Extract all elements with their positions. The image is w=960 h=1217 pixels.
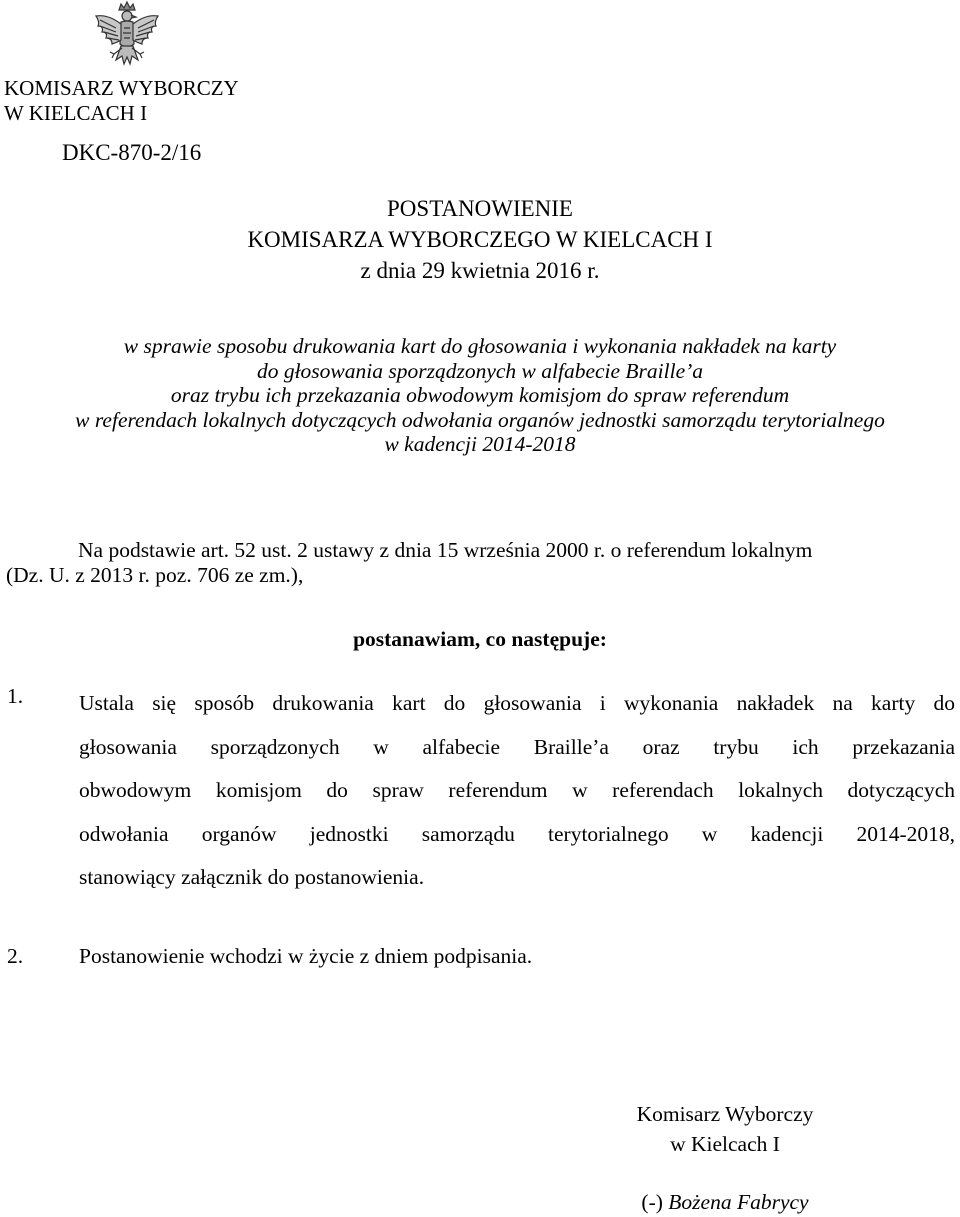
point-text-line: obwodowym komisjom do spraw referendum w referendach lokalnych dotyczących xyxy=(79,778,955,802)
subject-line: w sprawie sposobu drukowania kart do głosowania i wykonania nakładek na karty xyxy=(123,334,837,358)
signatory-line xyxy=(560,1187,890,1217)
issuer-location: W KIELCACH I xyxy=(4,101,148,125)
signatory-name: Bożena Fabrycy xyxy=(668,1190,809,1214)
point-text xyxy=(79,682,955,900)
point-number: 1. xyxy=(7,684,24,708)
legal-basis xyxy=(6,538,812,588)
case-number: DKC-870-2/16 xyxy=(62,140,202,165)
point-text-line: Ustala się sposób drukowania kart do głosowania i wykonania nakładek na karty do xyxy=(79,691,955,715)
document-title xyxy=(0,193,960,286)
signed-marker: (-) xyxy=(641,1190,663,1214)
signature-block xyxy=(560,1099,890,1217)
subject-line: w kadencji 2014-2018 xyxy=(384,432,576,456)
issuer-name: KOMISARZ WYBORCZY xyxy=(4,76,239,100)
subject-line: oraz trybu ich przekazania obwodowym komisjom do spraw referendum xyxy=(170,383,790,407)
title-type: POSTANOWIENIE xyxy=(387,196,573,221)
point-text: Postanowienie wchodzi w życie z dniem podpisania. xyxy=(79,944,533,968)
signatory-location: w Kielcach I xyxy=(670,1132,780,1156)
legal-basis-line: (Dz. U. z 2013 r. poz. 706 ze zm.), xyxy=(6,563,304,587)
subject-line: w referendach lokalnych dotyczących odwołania organów jednostki samorządu terytorialnego xyxy=(75,407,885,432)
point-text-line: głosowania sporządzonych w alfabecie Braille’a oraz trybu ich przekazania xyxy=(79,734,955,759)
decree-formula: postanawiam, co następuje: xyxy=(353,627,607,651)
signatory-title: Komisarz Wyborczy xyxy=(636,1102,814,1126)
point-text-line: odwołania organów jednostki samorządu terytorialnego w kadencji 2014-2018, xyxy=(79,821,955,846)
subject-line: do głosowania sporządzonych w alfabecie Braille’a xyxy=(256,358,704,383)
document-subject xyxy=(0,334,960,457)
legal-basis-line: Na podstawie art. 52 ust. 2 ustawy z dnia 15 września 2000 r. o referendum lokalnym xyxy=(78,538,813,562)
point-text-line: stanowiący załącznik do postanowienia. xyxy=(79,865,425,889)
point-number: 2. xyxy=(7,944,24,968)
title-authority: KOMISARZA WYBORCZEGO W KIELCACH I xyxy=(247,227,713,252)
eagle-emblem-icon xyxy=(88,0,166,78)
title-date: z dnia 29 kwietnia 2016 r. xyxy=(360,258,600,283)
issuer-block xyxy=(4,76,239,126)
